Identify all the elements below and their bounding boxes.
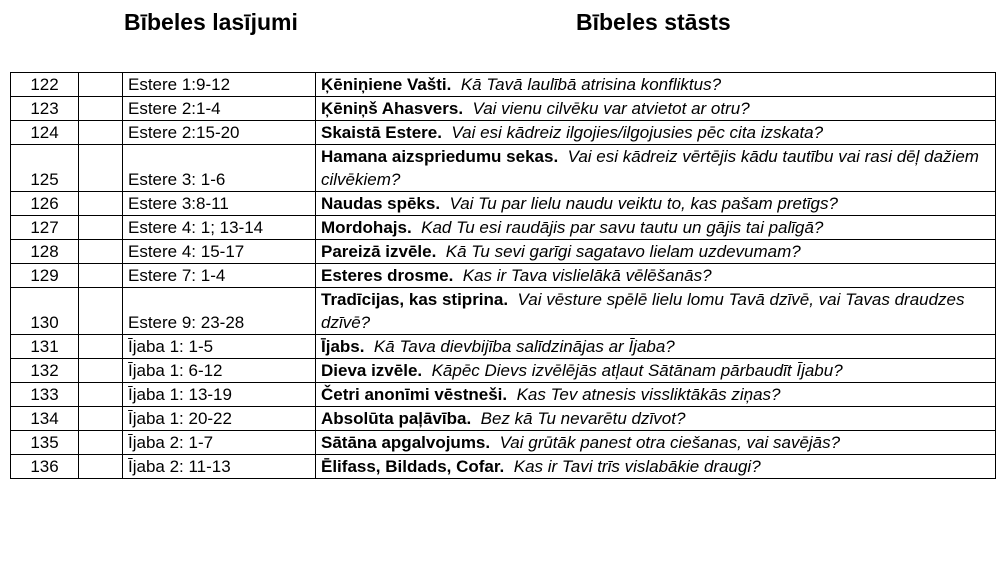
table-row — [11, 455, 996, 479]
blank-cell — [79, 431, 123, 455]
story-cell — [316, 455, 996, 479]
reading-number: 127 — [11, 216, 79, 240]
scripture-reference: Estere 2:1-4 — [123, 97, 316, 121]
spacer — [490, 433, 499, 452]
spacer — [504, 457, 513, 476]
table-row — [11, 121, 996, 145]
story-question: Kā Tu sevi garīgi sagatavo lielam uzdevumam? — [445, 242, 801, 261]
spacer — [471, 409, 480, 428]
readings-column-header: Bībeles lasījumi — [124, 9, 298, 35]
spacer — [442, 123, 451, 142]
story-title: Hamana aizspriedumu sekas. — [321, 147, 559, 166]
table-row — [11, 216, 996, 240]
story-cell — [316, 192, 996, 216]
story-question: Vai vēsture spēlē lielu lomu Tavā dzīvē, vai Tavas draudzes dzīvē? — [321, 290, 965, 332]
story-question: Kas ir Tavi trīs vislabākie draugi? — [513, 457, 761, 476]
blank-cell — [79, 288, 123, 335]
spacer — [412, 218, 421, 237]
reading-number: 129 — [11, 264, 79, 288]
blank-cell — [79, 407, 123, 431]
table-row — [11, 192, 996, 216]
reading-number: 132 — [11, 359, 79, 383]
blank-cell — [79, 192, 123, 216]
story-question: Kā Tavā laulībā atrisina konfliktus? — [460, 75, 722, 94]
story-question: Kas Tev atnesis vissliktākās ziņas? — [516, 385, 781, 404]
story-question: Vai esi kādreiz vērtējis kādu tautību vai rasi dēļ dažiem cilvēkiem? — [321, 147, 979, 189]
reading-number: 134 — [11, 407, 79, 431]
reading-number: 125 — [11, 145, 79, 192]
blank-cell — [79, 335, 123, 359]
reading-number: 128 — [11, 240, 79, 264]
reading-number: 124 — [11, 121, 79, 145]
reading-number: 131 — [11, 335, 79, 359]
story-title: Ķēniņš Ahasvers. — [321, 99, 464, 118]
table-row — [11, 288, 996, 335]
blank-cell — [79, 240, 123, 264]
scripture-reference: Estere 3: 1-6 — [123, 145, 316, 192]
story-title: Naudas spēks. — [321, 194, 441, 213]
reading-number: 135 — [11, 431, 79, 455]
story-title: Esteres drosme. — [321, 266, 454, 285]
story-cell — [316, 407, 996, 431]
reading-number: 136 — [11, 455, 79, 479]
blank-cell — [79, 455, 123, 479]
spacer — [453, 266, 462, 285]
readings-table-body — [11, 73, 996, 479]
scripture-reference: Ījaba 1: 13-19 — [123, 383, 316, 407]
table-row — [11, 359, 996, 383]
story-cell — [316, 431, 996, 455]
scripture-reference: Ījaba 1: 6-12 — [123, 359, 316, 383]
story-title: Četri anonīmi vēstneši. — [321, 385, 508, 404]
blank-cell — [79, 121, 123, 145]
story-question: Kāpēc Dievs izvēlējās atļaut Sātānam pārbaudīt Ījabu? — [431, 361, 843, 380]
story-cell — [316, 240, 996, 264]
story-question: Vai grūtāk panest otra ciešanas, vai savējās? — [499, 433, 841, 452]
story-question: Vai vienu cilvēku var atvietot ar otru? — [472, 99, 750, 118]
reading-number: 130 — [11, 288, 79, 335]
story-title: Pareizā izvēle. — [321, 242, 437, 261]
spacer — [451, 75, 460, 94]
blank-cell — [79, 264, 123, 288]
scripture-reference: Estere 9: 23-28 — [123, 288, 316, 335]
story-question: Kā Tava dievbijība salīdzinājas ar Ījaba? — [373, 337, 675, 356]
story-title: Ķēniņiene Vašti. — [321, 75, 452, 94]
scripture-reference: Estere 3:8-11 — [123, 192, 316, 216]
story-cell — [316, 359, 996, 383]
story-cell — [316, 97, 996, 121]
story-question: Bez kā Tu nevarētu dzīvot? — [480, 409, 686, 428]
story-title: Sātāna apgalvojums. — [321, 433, 491, 452]
story-question: Kas ir Tava vislielākā vēlēšanās? — [462, 266, 712, 285]
spacer — [364, 337, 373, 356]
table-row — [11, 383, 996, 407]
table-row — [11, 431, 996, 455]
story-cell — [316, 288, 996, 335]
spacer — [508, 290, 517, 309]
table-row — [11, 240, 996, 264]
spacer — [422, 361, 431, 380]
story-title: Ēlifass, Bildads, Cofar. — [321, 457, 505, 476]
story-cell — [316, 264, 996, 288]
blank-cell — [79, 73, 123, 97]
scripture-reference: Ījaba 2: 11-13 — [123, 455, 316, 479]
story-title: Absolūta paļāvība. — [321, 409, 472, 428]
spacer — [558, 147, 567, 166]
spacer — [463, 99, 472, 118]
story-cell — [316, 73, 996, 97]
reading-number: 126 — [11, 192, 79, 216]
table-row — [11, 335, 996, 359]
story-cell — [316, 145, 996, 192]
story-cell — [316, 216, 996, 240]
scripture-reference: Ījaba 1: 20-22 — [123, 407, 316, 431]
story-cell — [316, 335, 996, 359]
story-title: Ījabs. — [321, 337, 365, 356]
story-title: Mordohajs. — [321, 218, 412, 237]
scripture-reference: Estere 4: 15-17 — [123, 240, 316, 264]
reading-number: 133 — [11, 383, 79, 407]
story-question: Kad Tu esi raudājis par savu tautu un gājis tai palīgā? — [421, 218, 824, 237]
scripture-reference: Ījaba 1: 1-5 — [123, 335, 316, 359]
story-title: Tradīcijas, kas stiprina. — [321, 290, 509, 309]
scripture-reference: Estere 1:9-12 — [123, 73, 316, 97]
blank-cell — [79, 383, 123, 407]
table-row — [11, 97, 996, 121]
story-question: Vai esi kādreiz ilgojies/ilgojusies pēc cita izskata? — [451, 123, 824, 142]
blank-cell — [79, 359, 123, 383]
readings-table — [10, 72, 996, 479]
scripture-reference: Estere 7: 1-4 — [123, 264, 316, 288]
story-cell — [316, 383, 996, 407]
reading-number: 122 — [11, 73, 79, 97]
story-cell — [316, 121, 996, 145]
story-title: Dieva izvēle. — [321, 361, 423, 380]
story-title: Skaistā Estere. — [321, 123, 442, 142]
blank-cell — [79, 145, 123, 192]
blank-cell — [79, 216, 123, 240]
scripture-reference: Ījaba 2: 1-7 — [123, 431, 316, 455]
story-column-header: Bībeles stāsts — [576, 9, 731, 35]
story-question: Vai Tu par lielu naudu veiktu to, kas pašam pretīgs? — [449, 194, 838, 213]
table-row — [11, 264, 996, 288]
spacer — [440, 194, 449, 213]
reading-number: 123 — [11, 97, 79, 121]
table-row — [11, 145, 996, 192]
scripture-reference: Estere 4: 1; 13-14 — [123, 216, 316, 240]
blank-cell — [79, 97, 123, 121]
scripture-reference: Estere 2:15-20 — [123, 121, 316, 145]
spacer — [436, 242, 445, 261]
table-row — [11, 73, 996, 97]
spacer — [507, 385, 516, 404]
table-row — [11, 407, 996, 431]
